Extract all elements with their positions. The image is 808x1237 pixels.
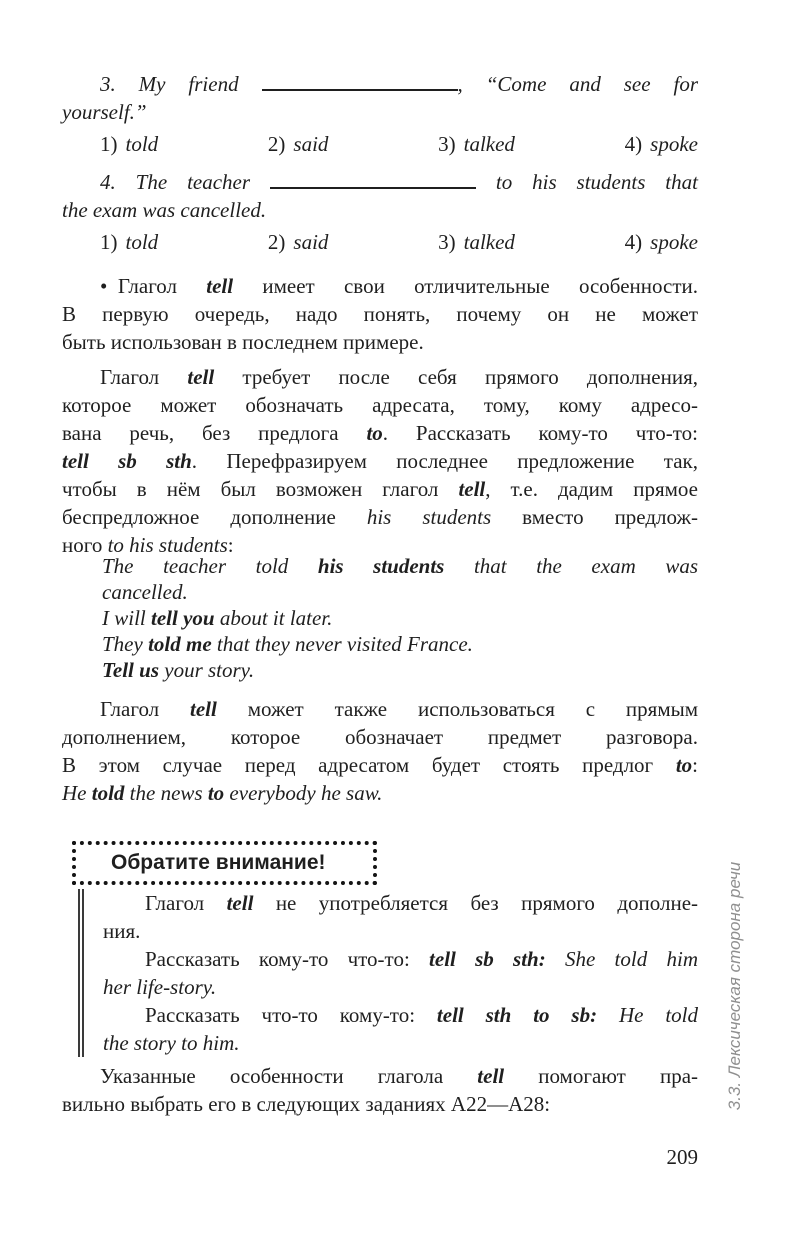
text-run: tell sth to sb: [436, 1003, 598, 1027]
text-run: that the exam was [444, 554, 698, 578]
answer-option [100, 130, 158, 158]
option-number: 4) [624, 132, 643, 156]
option-number: 1) [100, 132, 118, 156]
text-line [62, 751, 698, 779]
text-line [103, 1029, 698, 1057]
text-run: , “Come and see for [457, 72, 698, 96]
text-run: They [102, 632, 149, 656]
option-word: told [125, 132, 159, 156]
answer-option [100, 228, 158, 256]
answer-option [438, 130, 515, 158]
text-run: Указанные особенности глагола [100, 1064, 478, 1088]
text-run: вильно выбрать его в следующих заданиях А22—А28: [62, 1092, 551, 1116]
option-word: spoke [650, 230, 698, 254]
text-line [62, 391, 698, 419]
text-run: tell you [151, 606, 215, 630]
text-run: tell [187, 365, 215, 389]
page-number: 209 [666, 1145, 698, 1169]
answer-blank [262, 85, 458, 91]
text-run: Глагол [100, 365, 188, 389]
text-run: Tell us [102, 658, 159, 682]
text-line [102, 657, 698, 683]
text-line [103, 945, 698, 973]
text-line [103, 917, 698, 945]
text-line [103, 889, 698, 917]
text-run: yourself.” [62, 100, 147, 124]
option-word: talked [463, 132, 515, 156]
text-run: может также использоваться с прямым [216, 697, 699, 721]
text-run: Рассказать что-то кому-то: [145, 1003, 437, 1027]
text-run: В первую очередь, надо понять, почему он не может [62, 302, 698, 326]
text-run: вана речь, без предлога [62, 421, 367, 445]
rule-paragraph [62, 363, 698, 559]
text-run: имеет свои отличительные особенности. [233, 274, 699, 298]
text-run: tell [477, 1064, 505, 1088]
text-run: her life-story. [103, 975, 217, 999]
text-run: которое может обозначать адресата, тому, кому адресо- [62, 393, 698, 417]
text-run: told me [148, 632, 212, 656]
text-line [62, 723, 698, 751]
text-line [62, 779, 698, 807]
text-line [62, 196, 698, 224]
text-run: tell sb sth: [429, 947, 546, 971]
option-number: 3) [438, 132, 456, 156]
answer-option [438, 228, 515, 256]
text-line [102, 605, 698, 631]
answer-option [268, 130, 329, 158]
text-run: . Перефразируем последнее предложение так, [191, 449, 698, 473]
option-word: spoke [650, 132, 698, 156]
text-run: the exam was cancelled. [62, 198, 267, 222]
text-line [62, 328, 698, 356]
option-word: said [293, 132, 329, 156]
option-word: talked [463, 230, 515, 254]
text-run: She told him [545, 947, 698, 971]
text-run: cancelled. [102, 580, 188, 604]
text-run: Рассказать кому-то что-то: [145, 947, 430, 971]
answer-option [625, 130, 698, 158]
text-run: I will [102, 606, 152, 630]
text-run: требует после себя прямого дополнения, [214, 365, 698, 389]
text-run: : [692, 753, 698, 777]
text-run: Глагол [100, 697, 191, 721]
text-run: • Глагол [100, 274, 207, 298]
text-line [62, 1090, 698, 1118]
text-line [62, 503, 698, 531]
option-number: 2) [267, 132, 286, 156]
text-line [62, 475, 698, 503]
option-number: 4) [624, 230, 643, 254]
text-run: tell [226, 891, 254, 915]
text-line [62, 168, 698, 196]
option-number: 1) [100, 230, 118, 254]
text-run: his students [366, 505, 492, 529]
text-run: чтобы в нём был возможен глагол [62, 477, 459, 501]
text-run: В этом случае перед адресатом будет стоять предлог [62, 753, 676, 777]
text-run: to [366, 421, 383, 445]
text-run: to [207, 781, 225, 805]
text-run: the news [124, 781, 208, 805]
text-run: The teacher told [102, 554, 318, 578]
option-number: 2) [267, 230, 286, 254]
text-run: дополнением, которое обозначает предмет разговора. [62, 725, 698, 749]
options-row-1 [62, 130, 698, 158]
text-run: не употребляется без прямого дополне- [253, 891, 699, 915]
answer-option [625, 228, 698, 256]
text-line [102, 553, 698, 579]
text-line [62, 419, 698, 447]
note-box [72, 841, 377, 885]
text-run: your story. [159, 658, 255, 682]
text-run: 4. The teacher [100, 170, 270, 194]
answer-blank [270, 183, 476, 189]
text-line [102, 579, 698, 605]
sidebar-section-label: 3.3. Лексическая сторона речи [725, 861, 744, 1111]
text-run: , т.е. дадим прямое [485, 477, 698, 501]
text-run: помогают пра- [504, 1064, 699, 1088]
text-run: about it later. [214, 606, 333, 630]
text-run: his students [317, 554, 445, 578]
text-run: беспредложное дополнение [62, 505, 367, 529]
option-word: said [293, 230, 329, 254]
text-run: He told [597, 1003, 698, 1027]
text-line [62, 695, 698, 723]
text-line [102, 631, 698, 657]
text-run: tell [206, 274, 234, 298]
text-run: : [227, 533, 234, 557]
text-run: to [675, 753, 693, 777]
text-run: быть использован в последнем примере. [62, 330, 424, 354]
text-run: tell [458, 477, 486, 501]
text-run: He [62, 781, 92, 805]
options-row-2 [62, 228, 698, 256]
text-run: 3. My friend [100, 72, 262, 96]
text-run: Глагол [145, 891, 227, 915]
text-run: tell [190, 697, 217, 721]
text-run: ния. [103, 919, 141, 943]
note-body [78, 889, 698, 1057]
text-line [62, 272, 698, 300]
text-line [62, 363, 698, 391]
note-box-title: Обратите внимание! [111, 851, 326, 874]
option-number: 3) [438, 230, 456, 254]
example-sentences [102, 553, 698, 683]
usage-paragraph [62, 695, 698, 807]
text-line [62, 447, 698, 475]
text-run: everybody he saw. [224, 781, 383, 805]
text-run: вместо предлож- [491, 505, 698, 529]
text-line [62, 1062, 698, 1090]
text-run: tell sb sth [62, 449, 192, 473]
text-run: that they never visited France. [211, 632, 473, 656]
text-line [62, 70, 698, 98]
text-line [62, 300, 698, 328]
question-3 [62, 70, 698, 126]
text-run: to his students [107, 533, 228, 557]
text-run: ного [62, 533, 108, 557]
text-line [103, 1001, 698, 1029]
text-line [62, 98, 698, 126]
question-4 [62, 168, 698, 224]
intro-paragraph [62, 272, 698, 356]
closing-paragraph [62, 1062, 698, 1118]
text-run: the story to him. [103, 1031, 240, 1055]
answer-option [268, 228, 329, 256]
option-word: told [125, 230, 159, 254]
text-run: to his students that [475, 170, 698, 194]
text-run: . Рассказать кому-то что-то: [382, 421, 698, 445]
text-run: told [91, 781, 125, 805]
text-line [103, 973, 698, 1001]
